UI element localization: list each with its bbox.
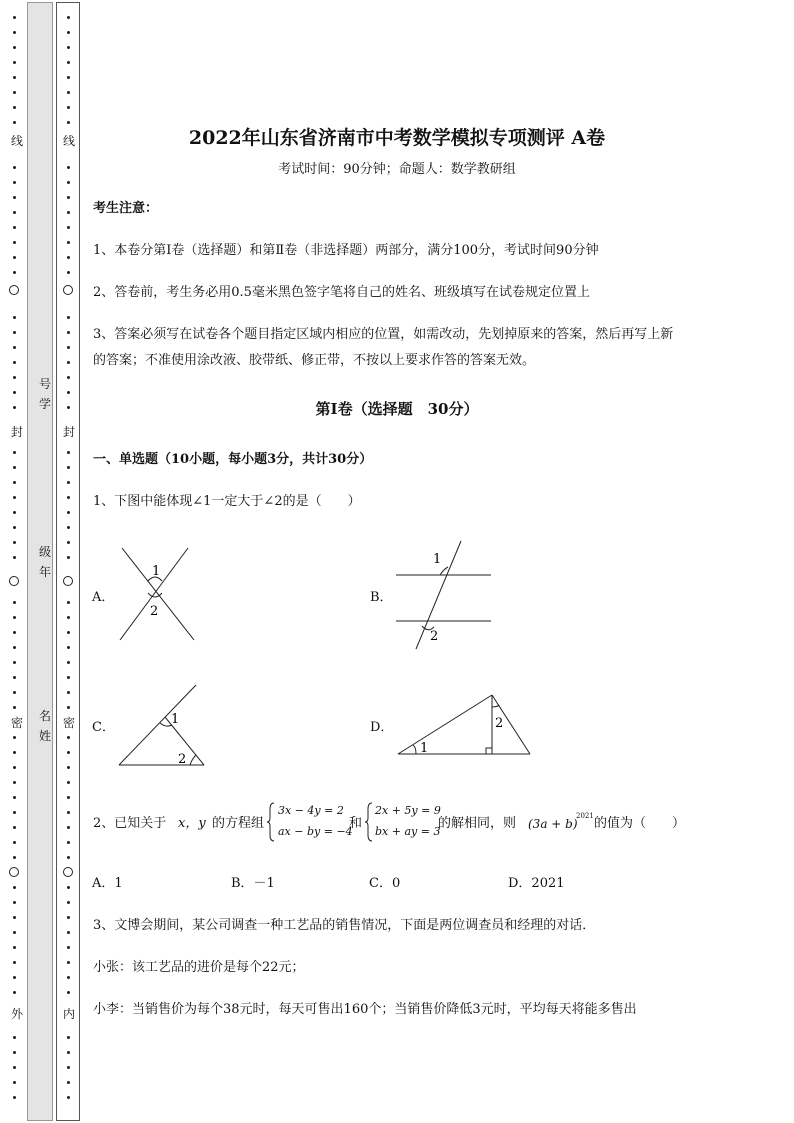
binding-dot — [13, 241, 16, 244]
binding-dot — [13, 1051, 16, 1054]
q2-exponent: 2021 — [576, 812, 594, 820]
binding-dot — [67, 181, 70, 184]
q1-option-b-label: B． — [370, 590, 393, 605]
exam-title: 2022年山东省济南市中考数学模拟专项测评 A卷 — [188, 127, 606, 149]
binding-dot — [67, 1081, 70, 1084]
binding-dot — [67, 931, 70, 934]
binding-dot — [13, 61, 16, 64]
q2-system-1-eq-2: ax − by = −4 — [278, 825, 353, 838]
figure-a-line-2 — [120, 548, 188, 640]
binding-dot — [67, 1051, 70, 1054]
binding-dot — [67, 271, 70, 274]
figure-d-arc-2 — [492, 705, 499, 707]
field-grade: 级年 — [38, 545, 51, 579]
binding-circle — [9, 867, 19, 877]
binding-dot — [67, 46, 70, 49]
binding-dot — [67, 91, 70, 94]
binding-dot — [67, 1036, 70, 1039]
figure-d-label-1: 1 — [420, 741, 429, 756]
binding-dot — [13, 541, 16, 544]
binding-dot — [13, 976, 16, 979]
q2-system-2-eq-2: bx + ay = 3 — [375, 825, 441, 838]
binding-dot — [67, 466, 70, 469]
binding-dot — [67, 256, 70, 259]
q2-conj: 和 — [349, 816, 363, 831]
q2-system-2-eq-1: 2x + 5y = 9 — [375, 804, 441, 817]
section-title: 第I卷（选择题 30分） — [315, 400, 479, 418]
binding-dot — [67, 451, 70, 454]
figure-a-line-1 — [122, 548, 194, 640]
q3-line-li: 小李：当销售价为每个38元时，每天可售出160个；当销售价降低3元时，平均每天将能多售出 — [93, 1002, 637, 1017]
binding-dot — [67, 811, 70, 814]
q2-option-b: B．－1 — [231, 876, 275, 891]
part-heading: 一、单选题（10小题，每小题3分，共计30分） — [93, 452, 373, 467]
binding-dot — [67, 736, 70, 739]
q1-figure-a — [110, 540, 200, 645]
binding-dot — [13, 196, 16, 199]
q2-stem-after: 的解相同，则 — [438, 816, 517, 831]
binding-dot — [13, 736, 16, 739]
binding-dot — [13, 511, 16, 514]
binding-dot — [67, 361, 70, 364]
binding-dot — [13, 1066, 16, 1069]
binding-dot — [13, 76, 16, 79]
figure-c-label-1: 1 — [171, 712, 180, 727]
binding-dot — [67, 376, 70, 379]
binding-dot — [67, 781, 70, 784]
outer-marker-secret: 密 — [11, 716, 24, 730]
binding-dot — [67, 511, 70, 514]
binding-dot — [67, 646, 70, 649]
binding-dot — [67, 766, 70, 769]
binding-dot — [67, 481, 70, 484]
binding-dot — [13, 661, 16, 664]
binding-dot — [67, 796, 70, 799]
binding-circle — [63, 285, 73, 295]
field-name: 名姓 — [38, 709, 51, 743]
figure-d-right-angle-mark — [486, 748, 492, 754]
binding-dot — [13, 211, 16, 214]
q2-system-2-brace — [364, 801, 374, 843]
binding-dot — [13, 391, 16, 394]
binding-dot — [13, 961, 16, 964]
binding-dot — [67, 826, 70, 829]
binding-dot — [13, 451, 16, 454]
binding-dot — [67, 31, 70, 34]
binding-dot — [67, 706, 70, 709]
field-student-number: 号学 — [38, 377, 51, 411]
q2-system-1-brace — [266, 801, 276, 843]
binding-dot — [13, 631, 16, 634]
binding-circle — [9, 285, 19, 295]
binding-dot — [67, 841, 70, 844]
binding-circle — [9, 576, 19, 586]
figure-d-hypotenuse — [398, 695, 492, 754]
binding-dot — [13, 376, 16, 379]
q2-option-a: A．1 — [92, 876, 123, 891]
binding-dot — [67, 916, 70, 919]
q1-option-c-label: C． — [92, 720, 115, 735]
binding-dot — [67, 991, 70, 994]
notice-item-3: 3、答案必须写在试卷各个题目指定区域内相应的位置，如需改动，先划掉原来的答案，然后再写上新 — [93, 327, 674, 342]
inner-marker-seal: 封 — [63, 425, 76, 439]
binding-dot — [13, 1036, 16, 1039]
q1-figure-c — [114, 680, 210, 770]
q2-option-d: D．2021 — [508, 876, 565, 891]
binding-dot — [13, 646, 16, 649]
outer-marker-outside: 外 — [11, 1007, 24, 1021]
binding-dot — [13, 256, 16, 259]
binding-dot — [13, 556, 16, 559]
binding-dot — [67, 901, 70, 904]
binding-dot — [13, 616, 16, 619]
binding-dot — [13, 916, 16, 919]
q1-figure-d — [394, 690, 534, 760]
binding-dot — [13, 31, 16, 34]
binding-dot — [67, 496, 70, 499]
binding-dot — [13, 766, 16, 769]
q3-stem: 3、文博会期间，某公司调查一种工艺品的销售情况，下面是两位调查员和经理的对话． — [93, 918, 596, 933]
binding-dot — [13, 91, 16, 94]
notice-item-3-cont: 的答案；不准使用涂改液、胶带纸、修正带，不按以上要求作答的答案无效。 — [93, 353, 536, 368]
figure-d-label-2: 2 — [495, 716, 504, 731]
q2-stem-prefix: 2、已知关于 — [93, 816, 167, 831]
binding-dot — [13, 1081, 16, 1084]
binding-dot — [67, 856, 70, 859]
figure-b-label-2: 2 — [430, 629, 439, 644]
binding-dot — [67, 316, 70, 319]
inner-marker-line: 线 — [63, 134, 76, 148]
figure-d-arc-1 — [413, 745, 416, 754]
binding-dot — [13, 706, 16, 709]
notice-item-1: 1、本卷分第I卷（选择题）和第Ⅱ卷（非选择题）两部分，满分100分，考试时间90分钟 — [93, 243, 599, 258]
binding-dot — [67, 541, 70, 544]
inner-marker-inside: 内 — [63, 1007, 76, 1021]
outer-marker-seal: 封 — [11, 425, 24, 439]
binding-dot — [67, 946, 70, 949]
notice-heading: 考生注意： — [93, 201, 159, 216]
q1-option-a-label: A． — [92, 590, 115, 605]
binding-dot — [67, 601, 70, 604]
binding-dot — [67, 16, 70, 19]
binding-dot — [67, 751, 70, 754]
figure-c-arc-2 — [190, 755, 196, 765]
figure-a-label-2: 2 — [150, 604, 159, 619]
binding-dot — [13, 316, 16, 319]
binding-dot — [13, 901, 16, 904]
binding-dot — [67, 241, 70, 244]
binding-dot — [67, 526, 70, 529]
q2-stem-end: 的值为（ ） — [594, 816, 686, 831]
binding-dot — [13, 346, 16, 349]
figure-c-label-2: 2 — [178, 752, 187, 767]
binding-dot — [67, 556, 70, 559]
binding-dot — [13, 16, 16, 19]
notice-item-2: 2、答卷前，考生务必用0.5毫米黑色签字笔将自己的姓名、班级填写在试卷规定位置上 — [93, 285, 590, 300]
binding-dot — [67, 346, 70, 349]
binding-dot — [13, 331, 16, 334]
binding-dot — [13, 931, 16, 934]
binding-dot — [67, 1066, 70, 1069]
binding-dot — [67, 691, 70, 694]
binding-circle — [63, 867, 73, 877]
binding-dot — [13, 856, 16, 859]
binding-dot — [13, 826, 16, 829]
binding-dot — [67, 1096, 70, 1099]
q1-option-d-label: D． — [370, 720, 394, 735]
binding-dot — [13, 676, 16, 679]
q2-option-c: C．0 — [369, 876, 401, 891]
binding-dot — [67, 106, 70, 109]
inner-marker-secret: 密 — [63, 716, 76, 730]
figure-a-label-1: 1 — [152, 564, 161, 579]
binding-dot — [67, 331, 70, 334]
binding-dot — [13, 691, 16, 694]
binding-circle — [63, 576, 73, 586]
binding-dot — [67, 226, 70, 229]
binding-dot — [13, 1096, 16, 1099]
binding-dot — [13, 991, 16, 994]
outer-marker-line: 线 — [11, 134, 24, 148]
q3-line-zhang: 小张：该工艺品的进价是每个22元； — [93, 960, 305, 975]
binding-dot — [67, 76, 70, 79]
binding-dot — [13, 106, 16, 109]
binding-dot — [67, 616, 70, 619]
binding-dot — [13, 481, 16, 484]
binding-dot — [67, 661, 70, 664]
binding-dot — [13, 496, 16, 499]
q1-stem: 1、下图中能体现∠1一定大于∠2的是（ ） — [93, 494, 361, 509]
binding-dot — [13, 601, 16, 604]
binding-dot — [13, 781, 16, 784]
q2-stem-mid: 的方程组 — [212, 816, 265, 831]
binding-dot — [13, 946, 16, 949]
q2-expression: (3a + b) — [528, 817, 578, 831]
binding-dot — [13, 796, 16, 799]
binding-dot — [67, 961, 70, 964]
binding-dot — [67, 391, 70, 394]
binding-dot — [13, 811, 16, 814]
q1-figure-b — [390, 538, 500, 653]
binding-dot — [13, 466, 16, 469]
exam-subtitle: 考试时间：90分钟；命题人：数学教研组 — [278, 162, 516, 177]
binding-dot — [13, 271, 16, 274]
binding-dot — [67, 676, 70, 679]
q2-system-1-eq-1: 3x − 4y = 2 — [278, 804, 344, 817]
binding-dot — [67, 886, 70, 889]
binding-dot — [13, 841, 16, 844]
binding-dot — [67, 631, 70, 634]
binding-dot — [13, 181, 16, 184]
binding-dot — [13, 886, 16, 889]
binding-dot — [13, 46, 16, 49]
binding-dot — [13, 361, 16, 364]
binding-dot — [67, 976, 70, 979]
binding-dot — [67, 196, 70, 199]
binding-dot — [13, 526, 16, 529]
binding-dot — [13, 751, 16, 754]
binding-dot — [13, 226, 16, 229]
binding-dot — [67, 61, 70, 64]
figure-b-label-1: 1 — [433, 552, 442, 567]
binding-dot — [67, 211, 70, 214]
q2-vars: x，y — [178, 816, 206, 831]
